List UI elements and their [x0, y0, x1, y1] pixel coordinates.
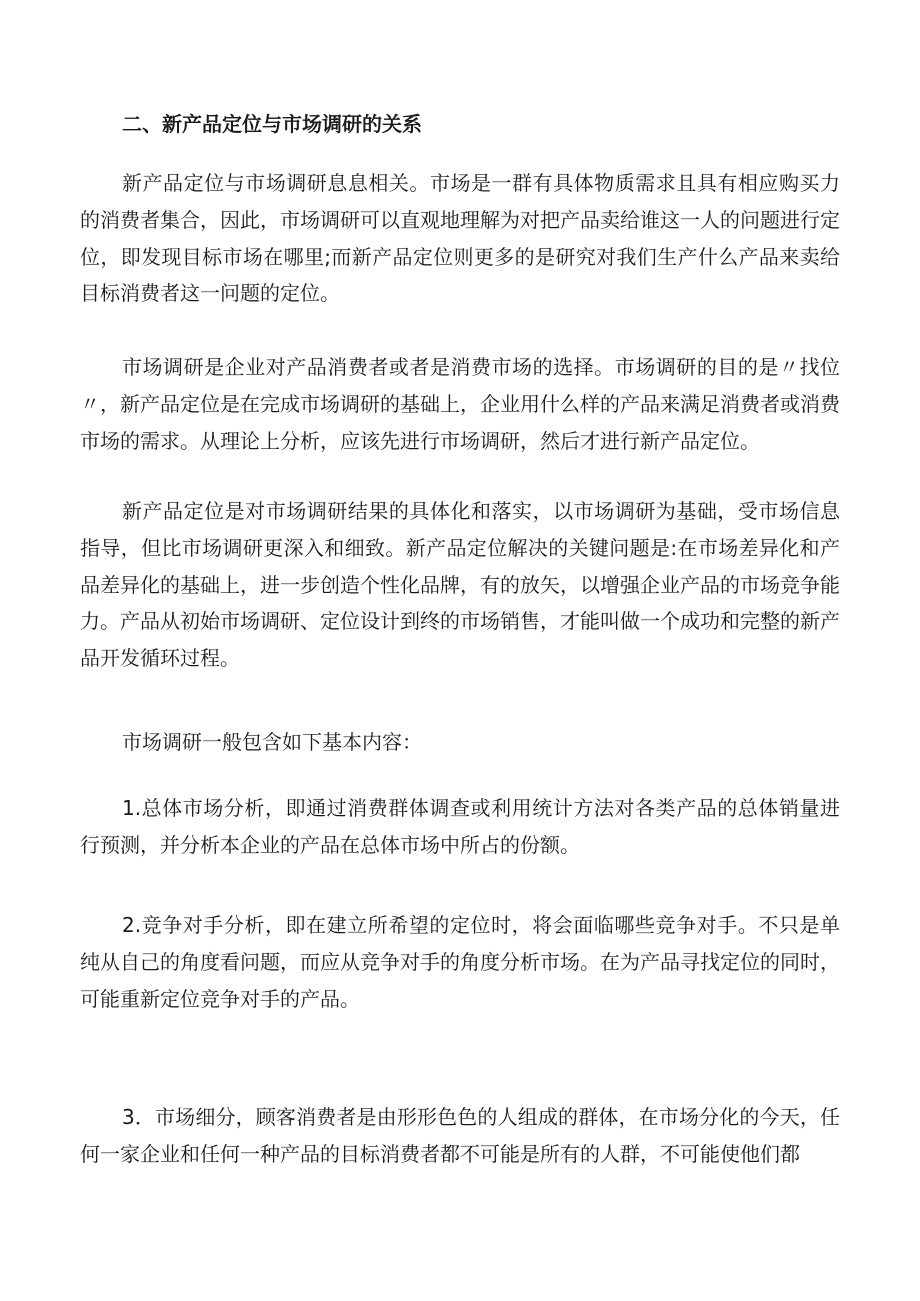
list-item-2: 2.竞争对手分析，即在建立所希望的定位时，将会面临哪些竞争对手。不只是单纯从自己的角度看问题，而应从竞争对手的角度分析市场。在为产品寻找定位的同时，可能重新定位竞争对手的产品。 — [80, 913, 840, 1011]
list-item-3: 3．市场细分，顾客消费者是由形形色色的人组成的群体，在市场分化的今天，任何一家企业和任何一种产品的目标消费者都不可能是所有的人群，不可能使他们都 — [80, 1105, 840, 1166]
list-item-1: 1.总体市场分析，即通过消费群体调查或利用统计方法对各类产品的总体销量进行预测，并分析本企业的产品在总体市场中所占的份额。 — [80, 796, 840, 857]
paragraph-2: 市场调研是企业对产品消费者或者是消费市场的选择。市场调研的目的是〃找位〃，新产品定位是在完成市场调研的基础上，企业用什么样的产品来满足消费者或消费市场的需求。从理论上分析，应该先进行市场调研，然后才进行新产品定位。 — [80, 355, 840, 453]
paragraph-4: 市场调研一般包含如下基本内容： — [122, 730, 422, 754]
paragraph-1: 新产品定位与市场调研息息相关。市场是一群有具体物质需求且具有相应购买力的消费者集合，因此，市场调研可以直观地理解为对把产品卖给谁这一人的问题进行定位，即发现目标市场在哪里;而新产品定位则更多的是研究对我们生产什么产品来卖给目标消费者这一问题的定位。 — [80, 171, 840, 306]
paragraph-3: 新产品定位是对市场调研结果的具体化和落实，以市场调研为基础，受市场信息指导，但比市场调研更深入和细致。新产品定位解决的关键问题是:在市场差异化和产品差异化的基础上，进一步创造个性化品牌，有的放矢，以增强企业产品的市场竞争能力。产品从初始市场调研、定位设计到终的市场销售，才能叫做一个成功和完整的新产品开发循环过程。 — [80, 499, 840, 671]
section-heading: 二、新产品定位与市场调研的关系 — [122, 112, 422, 136]
